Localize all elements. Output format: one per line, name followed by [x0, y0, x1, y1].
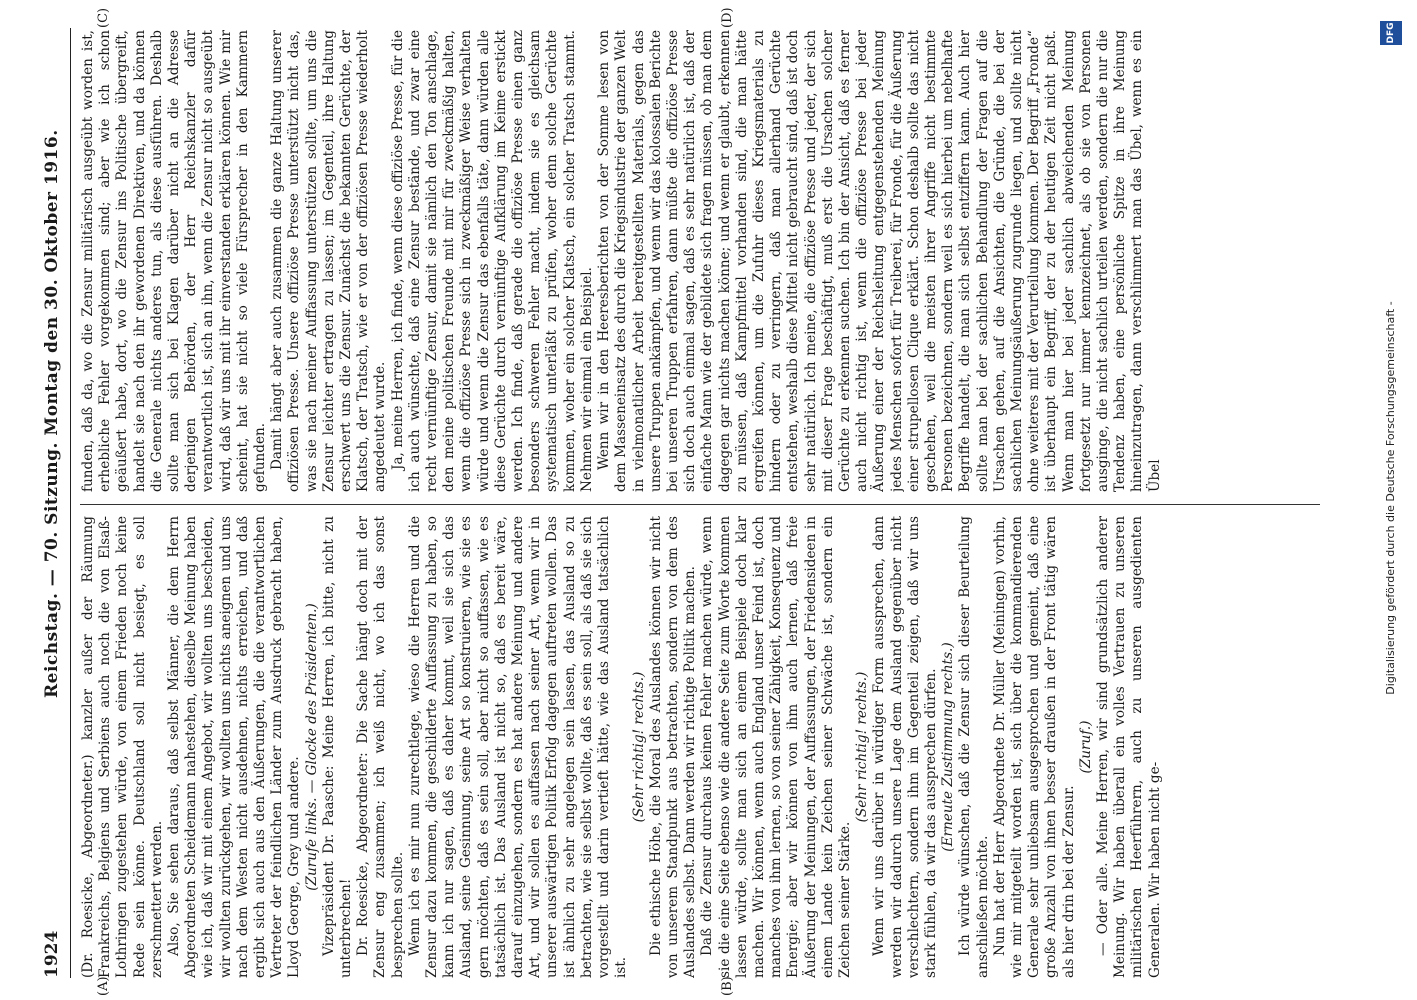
text-column-left: [80, 516, 1320, 978]
margin-marker-c: (C): [96, 7, 111, 28]
paragraph: Wenn ich es mir nun zurechtlege, wieso die Herren und die Zensur dazu kommen, die geschilderte Auffassung zu haben, so kann ich nur sagen, daß es daher kommt, weil sie sich das Ausland, seine Gesinnung, seine Art so konstruieren, wie sie es gern möchten, daß es sein soll, aber nicht so auffassen, wie es tatsächlich ist. Das Ausland ist nicht so, daß es bereit wäre, darauf einzugehen, sondern es hat andere Meinung und andere Art, und wir sollen es auffassen nach seiner Art, wenn wir in unserer auswärtigen Politik Erfolg dagegen auftreten wollen. Das ist ähnlich zu sehr angelegen sein lassen, das Ausland so zu betrachten, wie sie selbst wollte, daß es sein soll, als daß sie sich vorgestellt und darin vertieft hätte, wie das Ausland tatsächlich ist.: [406, 516, 630, 978]
paragraph: funden, daß da, wo die Zensur militärisch ausgeübt worden ist, erhebliche Fehler vorgekommen sind; aber wie ich schon geäußert habe, dort, wo die Zensur ins Politische übergreift, handelt sie nach den ihr gewordenen Direktiven, und da können die Generale nichts anderes tun, als diese ausführen. Deshalb sollte man sich bei Klagen darüber nicht an die Adresse derjenigen Behörden, der Herr Reichskanzler dafür verantwortlich ist, sich an ihn, wenn die Zensur nicht so ausgeübt wird, daß wir uns mit ihr einverstanden erklären können. Wie mir scheint, hat sie nicht so viele Fürsprecher in den Kammern gefunden.: [80, 30, 269, 492]
interjection: (Sehr richtig! rechts.): [854, 671, 871, 823]
paragraph: — Oder alle. Meine Herren, wir sind grundsätzlich anderer Meinung. Wir haben überall ein volles Vertrauen zu unseren militärischen Heerführern, auch zu unseren ausgedienten Generalen. Wir haben nicht ge-: [1094, 516, 1163, 978]
page-number: 1924: [42, 930, 62, 978]
paragraph: Also, Sie sehen daraus, daß selbst Männer, die dem Herrn Abgeordneten Scheidemann nahestehen, dieselbe Meinung haben wie ich, daß wir mit einem Angebot, wir wollten uns bescheiden, wir wollten zurückgehen, wir wollten uns nichts aneignen und uns nach dem Westen nicht ausdehnen, nichts erreichen, und daß ergibt sich auch aus den Äußerungen, die die verantwortlichen Vertreter der feindlichen Länder zum Ausdruck gebracht haben, Lloyd George, Grey und andere.: [166, 516, 303, 978]
page-footer: [1376, 18, 1406, 978]
margin-marker-d: (D): [720, 7, 735, 28]
page-title: Reichstag. — 70. Sitzung. Montag den 30. Oktober 1916.: [42, 129, 62, 698]
margin-marker-b: (B): [720, 976, 735, 996]
text-column-right: [80, 30, 1320, 492]
paragraph: Wenn wir uns darüber in würdiger Form aussprechen, dann werden wir dadurch unsere Lage dem Ausland gegenüber nicht verschlechtern, sondern ihm im Gegenteil zeigen, daß wir uns stark fühlen, da wir das aussprechen dürfen.: [871, 516, 939, 978]
paragraph: Die ethische Höhe, die Moral des Auslandes können wir nicht von unserem Standpunkt aus betrachten, sondern von dem des Auslandes selbst. Dann werden wir richtige Politik machen.: [647, 516, 699, 978]
paragraph: Wenn wir in den Heeresberichten von der Somme lesen von dem Masseneinsatz des durch die Kriegsindustrie der ganzen Welt in vielmonatlicher Arbeit bereitgestellten Materials, gegen das unsere Truppen ankämpfen, und wenn wir das kolossalen Berichte bei unseren Truppen erfahren, dann müßte die offiziöse Presse sich doch auch einmal sagen, daß es sehr natürlich ist, daß der einfache Mann wie der gebildete sich fragen müssen, ob man dem dagegen gar nichts machen könne; und wenn er glaubt, erkennen zu müssen, daß Kampfmittel vorhanden sind, die man hätte ergreifen können, um die Zufuhr dieses Kriegsmaterials zu hindern oder zu verringern, daß man allerhand Gerüchte entstehen, weshalb diese Mittel nicht gebraucht sind, daß ist doch sehr natürlich. Ich meine, die offiziöse Presse und jeder, der sich mit dieser Frage beschäftigt, muß erst die Ursachen solcher Gerüchte zu erkennen suchen. Ich bin der Ansicht, daß es ferner auch nicht richtig ist, wenn die offiziöse Presse bei jeder Äußerung einer der Reichsleitung entgegenstehenden Meinung jedes Menschen sofort für Treiberei, für Fronde, für die Äußerung einer strupellosen Clique erklärt. Schon deshalb sollte das nicht geschehen, weil die meisten ihrer Angriffe nicht bestimmte Personen bezeichnen, sondern weil es sich hierbei um nebelhafte Begriffe handelt, die man sich selbst entziffern kann. Auch hier sollte man bei der sachlichen Behandlung der Fragen auf die Ursachen gehen, auf die Ansichten, die Gründe, die bei der sachlichen Meinungsäußerung zugrunde liegen, und sollte nicht ohne weiteres mit der Verurteilung kommen. Der Begriff „Fronde“ ist überhaupt ein Begriff, der zu der heutigen Zeit nicht paßt. Wenn man hier bei jeder sachlich abweichenden Meinung fortgesetzt nur immer kennzeichnet, als ob sie von Personen ausginge, die nicht sachlich urteilen werden, sondern die nur die Tendenz haben, eine persönliche Spitze in ihre Meinung hineinzutragen, dann verschlimmert man das Übel, wenn es ein Übel: [596, 30, 1163, 492]
interjection: (Sehr richtig! rechts.): [630, 671, 647, 823]
interjection: (Zuruf.): [1077, 720, 1094, 774]
paragraph: Dr. Roesicke, Abgeordneter: Die Sache hängt doch mit der Zensur eng zusammen; ich weiß nicht, wo ich das sonst besprechen sollte.: [355, 516, 406, 978]
column-divider: [80, 504, 1320, 505]
digitization-credit: Digitalisierung gefördert durch die Deutsche Forschungsgemeinschaft -: [1384, 301, 1397, 695]
paragraph: Ja, meine Herren, ich finde, wenn diese offiziöse Presse, für die ich auch wünschte, daß eine Zensur bestände, und zwar eine recht vernünftige Zensur, damit sie nämlich den Ton anschlage, den meine politischen Freunde mit mir für zweckmäßig halten, wenn die offiziöse Presse sich in zweckmäßiger Weise verhalten würde und wenn die Zensur das ebenfalls täte, dann würden alle diese Gerüchte durch vernünftige Aufklärung im Keime erstickt werden. Ich finde, daß gerade die offiziöse Presse einen ganz besonders schweren Fehler macht, indem sie es gleichsam systematisch unterläßt zu prüfen, woher denn solche Gerüchte kommen, woher ein solcher Klatsch, ein solcher Tratsch stammt. Nehmen wir einmal ein Beispiel.: [389, 30, 595, 492]
margin-marker-a: (A): [96, 976, 111, 996]
interjection: (Erneute Zustimmung rechts.): [940, 642, 957, 852]
page-header: [36, 28, 71, 978]
paragraph: Damit hängt aber auch zusammen die ganze Haltung unserer offiziösen Presse. Unsere offiziöse Presse unterstützt nicht das, was sie nach meiner Auffassung unterstützen sollte, um uns die Zensur leichter ertragen zu lassen; im Gegenteil, ihre Haltung erschwert uns die Zensur. Zunächst die bekannten Gerüchte, der Klatsch, der Tratsch, wie er von der offiziösen Presse wiederholt angedeutet wurde.: [269, 30, 389, 492]
paragraph: Ich würde wünschen, daß die Zensur sich dieser Beurteilung anschließen möchte.: [957, 516, 991, 978]
paragraph: Daß die Zensur durchaus keinen Fehler machen würde, wenn sie die eine Seite ebenso wie die andere Seite zum Worte kommen lassen würde, sollte man sich an einem Beispiele doch klar machen. Wir können, wenn auch England unser Feind ist, doch manches von ihm lernen, so von seiner Zähigkeit, Konsequenz und Energie; aber wir können von ihm auch lernen, daß freie Äußerung der Meinungen, der Auffassungen, der Friedensideen in einem Lande kein Zeichen seiner Schwäche ist, sondern ein Zeichen seiner Stärke.: [699, 516, 853, 978]
paragraph: Vizepräsident Dr. Paasche: Meine Herren, ich bitte, nicht zu unterbrechen!: [320, 516, 355, 978]
paragraph: (Dr. Roesicke, Abgeordneter.) kanzler außer der Räumung Frankreichs, Belgiens und Serbiens auch noch die von Elsaß-Lothringen zugestehen würde, von einem Frieden noch keine Rede sein könne. Deutschland soll nicht besiegt, es soll zerschmettert werden.: [80, 516, 165, 978]
paragraph: Nun hat der Herr Abgeordnete Dr. Müller (Meiningen) vorhin, wie mir mitgeteilt worden ist, sich über die kommandierenden Generale sehr unliebsam ausgesprochen und gemeint, daß eine große Anzahl von ihnen besser draußen in der Front tätig wären als hier drin bei der Zensur.: [991, 516, 1077, 978]
interjection: (Zurufe links. — Glocke des Präsidenten.): [303, 603, 320, 891]
dfg-logo: DFG: [1380, 21, 1402, 45]
